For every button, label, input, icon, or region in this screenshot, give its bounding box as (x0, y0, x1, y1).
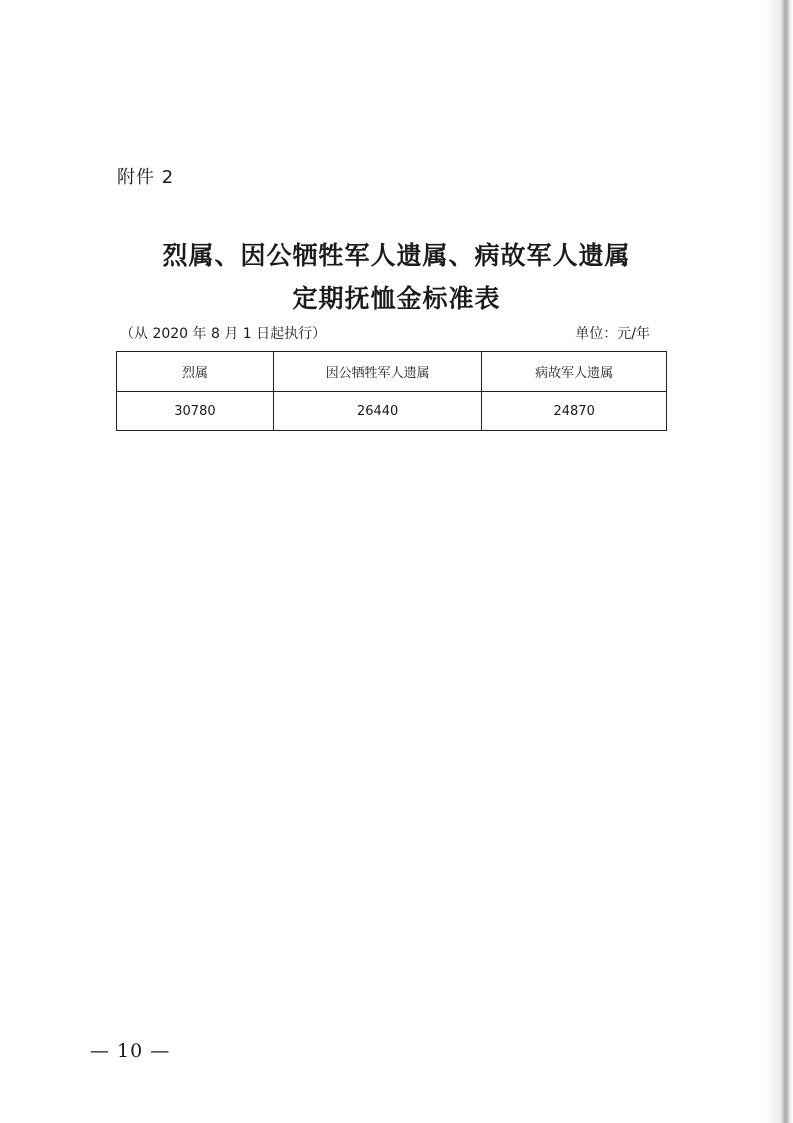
document-title-line-2: 定期抚恤金标准表 (292, 284, 501, 313)
table-header-cell: 烈属 (117, 352, 274, 392)
table-cell: 24870 (482, 392, 667, 431)
page-number: — 10 — (90, 1040, 171, 1062)
table-header-row (117, 352, 667, 392)
table-row (117, 392, 667, 431)
document-title-line-1: 烈属、因公牺牲军人遗属、病故军人遗属 (162, 241, 631, 270)
attachment-label: 附件 2 (117, 167, 175, 188)
effective-date-note: （从 2020 年 8 月 1 日起执行） (120, 326, 327, 342)
table-header-cell: 因公牺牲军人遗属 (273, 352, 481, 392)
pension-standard-table (116, 351, 667, 431)
unit-note: 单位：元/年 (575, 326, 650, 342)
page-edge-shadow (765, 0, 793, 1123)
table-header-cell: 病故军人遗属 (482, 352, 667, 392)
table-cell: 26440 (273, 392, 481, 431)
table-cell: 30780 (117, 392, 274, 431)
